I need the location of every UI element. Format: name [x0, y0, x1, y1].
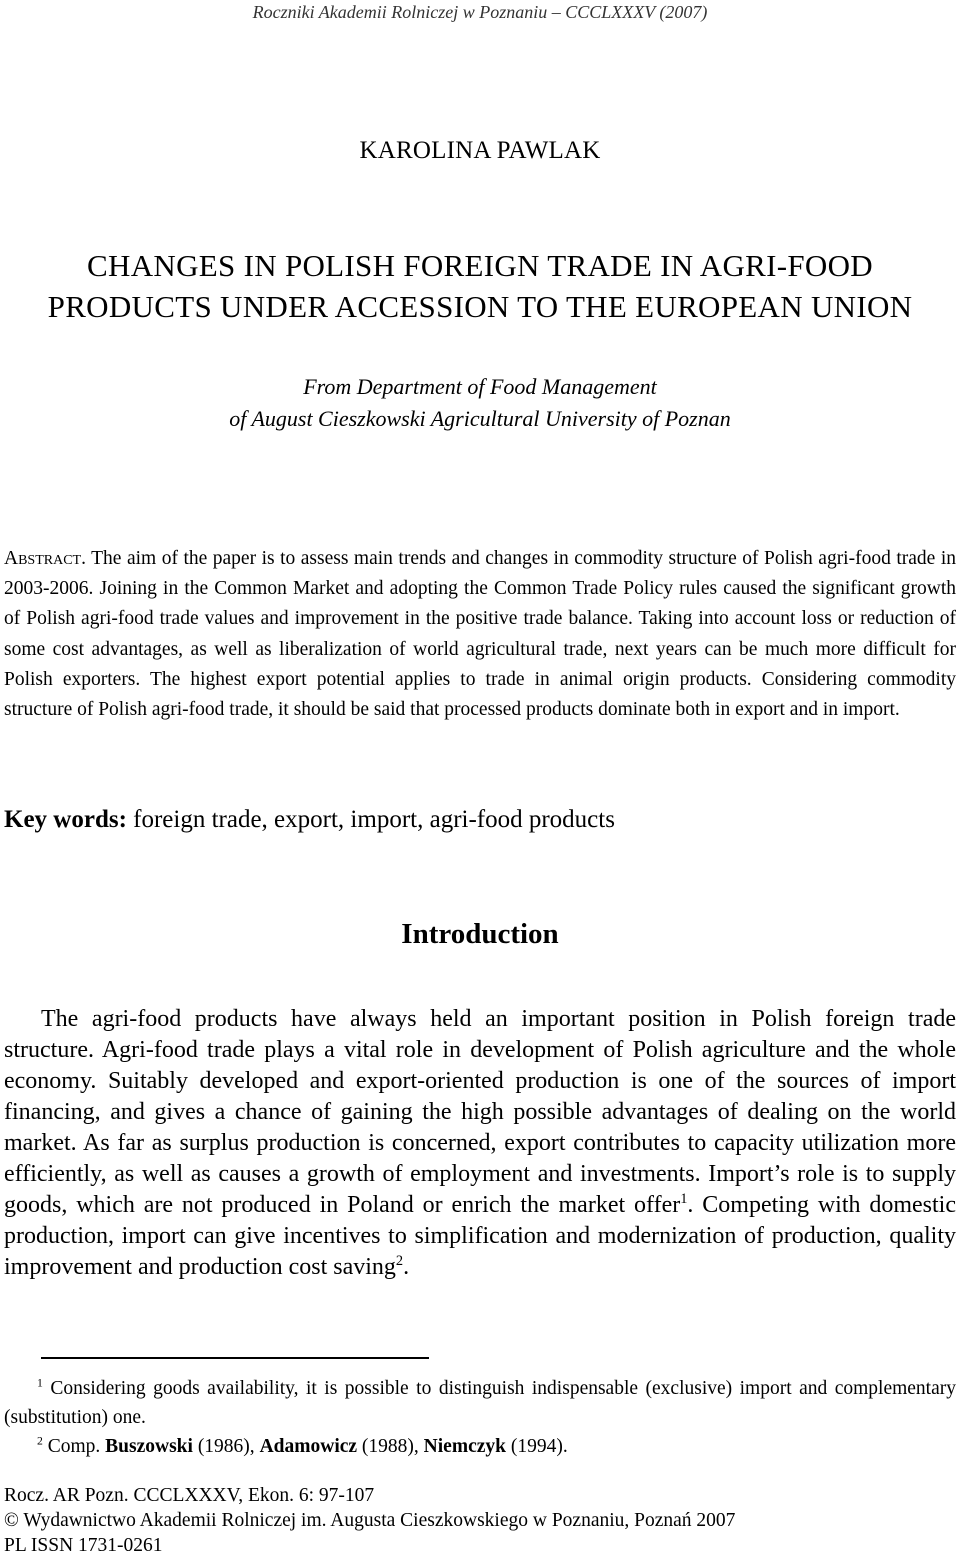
- abstract-label: Abstract.: [4, 548, 86, 569]
- journal-header: Roczniki Akademii Rolniczej w Poznaniu – CCCLXXXV (2007): [252, 2, 708, 22]
- footnote-2-prefix: Comp.: [42, 1436, 106, 1457]
- author-name: KAROLINA PAWLAK: [359, 137, 601, 164]
- footnote-separator: [41, 1357, 429, 1359]
- keywords-label: Key words:: [4, 806, 127, 833]
- introduction-paragraph: [4, 1004, 956, 1283]
- keywords: [4, 806, 956, 834]
- footnote-2-author-3: Niemczyk: [423, 1436, 506, 1457]
- imprint: [4, 1483, 735, 1558]
- footnote-2: [4, 1432, 956, 1461]
- footnote-2-year-1: (1986),: [192, 1436, 260, 1457]
- footnote-1-text: Considering goods availability, it is possible to distinguish indispensable (exclusive) import and complementary (substitution) one.: [4, 1378, 956, 1428]
- footnote-2-year-3: (1994).: [505, 1436, 568, 1457]
- footnote-1: [4, 1374, 956, 1432]
- paper-title: [0, 245, 960, 327]
- abstract-text: The aim of the paper is to assess main trends and changes in commodity structure of Polish agri-food trade in 2003-2006. Joining in the Common Market and adopting the Common Trade Policy rules caused the significant growth of Polish agri-food trade values and improvement in the positive trade balance. Taking into account loss or reduction of some cost advantages, as well as liberalization of world agricultural trade, next years can be much more difficult for Polish exporters. The highest export potential applies to trade in animal origin products. Considering commodity structure of Polish agri-food trade, it should be said that processed products dominate both in export and in import.: [4, 548, 956, 721]
- affiliation-line-2: of August Cieszkowski Agricultural University of Poznan: [229, 406, 731, 431]
- imprint-citation: Rocz. AR Pozn. CCCLXXXV, Ekon. 6: 97-107: [4, 1485, 375, 1506]
- paper-title-line-2: PRODUCTS UNDER ACCESSION TO THE EUROPEAN UNION: [47, 289, 913, 324]
- intro-text-1: The agri-food products have always held an important position in Polish foreign trade structure. Agri-food trade plays a vital role in development of Polish agriculture and the whole economy. Suitably developed and export-oriented production is one of the sources of import financing, and gives a chance of gaining the high possible advantages of dealing on the world market. As far as surplus production is concerned, export contributes to capacity utilization more efficiently, as well as causes a growth of employment and investments. Import’s role is to supply goods, which are not produced in Poland or enrich the market offer: [4, 1006, 956, 1218]
- footnote-2-author-2: Adamowicz: [259, 1436, 358, 1457]
- introduction-body: [4, 1004, 956, 1283]
- footnote-2-year-2: (1988),: [357, 1436, 424, 1457]
- paper-title-line-1: CHANGES IN POLISH FOREIGN TRADE IN AGRI-FOOD: [87, 248, 873, 283]
- affiliation-line-1: From Department of Food Management: [303, 374, 657, 399]
- abstract: [4, 544, 956, 725]
- intro-text-3: .: [403, 1254, 410, 1280]
- affiliation: [0, 371, 960, 435]
- intro-text-2: . Competing with domestic production, import can give incentives to simplification and modernization of production, quality improvement and production cost saving: [4, 1192, 956, 1280]
- footnote-2-number: 2: [37, 1434, 43, 1448]
- section-heading: Introduction: [401, 918, 559, 950]
- footnote-ref-1[interactable]: 1: [680, 1191, 688, 1207]
- keywords-text: foreign trade, export, import, agri-food products: [126, 806, 615, 833]
- footnote-ref-2[interactable]: 2: [395, 1253, 404, 1269]
- footnotes: [4, 1374, 956, 1461]
- footnote-2-author-1: Buszowski: [105, 1436, 193, 1457]
- imprint-issn: PL ISSN 1731-0261: [4, 1535, 163, 1556]
- imprint-copyright: © Wydawnictwo Akademii Rolniczej im. Augusta Cieszkowskiego w Poznaniu, Poznań 2007: [4, 1510, 736, 1531]
- footnote-1-number: 1: [37, 1376, 43, 1390]
